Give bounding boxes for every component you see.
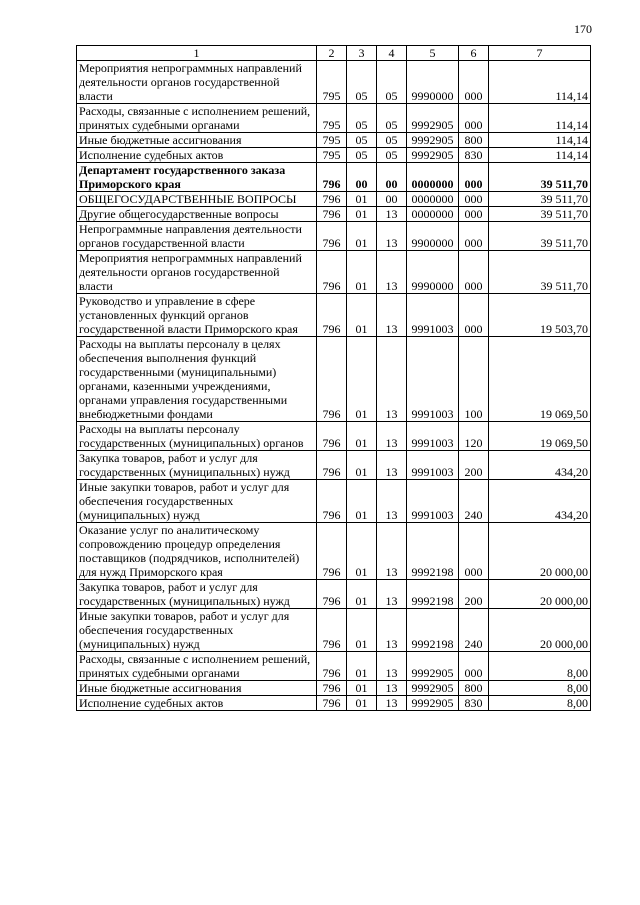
row-ministry-code-cell: 795 (317, 148, 347, 163)
row-expense-type-cell: 240 (459, 480, 489, 523)
row-subsection-code-cell: 13 (377, 337, 407, 422)
row-ministry-code-cell: 796 (317, 480, 347, 523)
budget-table (76, 45, 591, 711)
row-expense-type-cell: 000 (459, 192, 489, 207)
table-row (77, 251, 591, 294)
row-ministry-code-cell: 796 (317, 163, 347, 192)
row-name-cell: Исполнение судебных актов (77, 696, 317, 711)
row-target-article-cell: 9992905 (407, 148, 459, 163)
row-ministry-code-cell: 796 (317, 222, 347, 251)
row-target-article-cell: 0000000 (407, 163, 459, 192)
row-ministry-code-cell: 796 (317, 696, 347, 711)
row-subsection-code-cell: 05 (377, 61, 407, 104)
row-name-cell: Иные закупки товаров, работ и услуг для обеспечения государственных (муниципальных) нужд (77, 609, 317, 652)
row-expense-type-cell: 000 (459, 294, 489, 337)
row-target-article-cell: 9991003 (407, 422, 459, 451)
row-expense-type-cell: 120 (459, 422, 489, 451)
row-expense-type-cell: 830 (459, 148, 489, 163)
column-header: 1 (77, 46, 317, 61)
row-name-cell: Иные бюджетные ассигнования (77, 133, 317, 148)
table-row (77, 337, 591, 422)
row-subsection-code-cell: 05 (377, 133, 407, 148)
row-ministry-code-cell: 796 (317, 337, 347, 422)
row-subsection-code-cell: 13 (377, 451, 407, 480)
table-row (77, 480, 591, 523)
column-header: 6 (459, 46, 489, 61)
row-ministry-code-cell: 796 (317, 422, 347, 451)
row-target-article-cell: 9990000 (407, 251, 459, 294)
row-section-code-cell: 01 (347, 422, 377, 451)
table-row (77, 222, 591, 251)
row-name-cell: Департамент государственного заказа Приморского края (77, 163, 317, 192)
row-name-cell: Закупка товаров, работ и услуг для государственных (муниципальных) нужд (77, 451, 317, 480)
row-amount-cell: 114,14 (489, 61, 591, 104)
row-expense-type-cell: 000 (459, 61, 489, 104)
row-section-code-cell: 01 (347, 696, 377, 711)
row-name-cell: Расходы на выплаты персоналу государственных (муниципальных) органов (77, 422, 317, 451)
table-row (77, 163, 591, 192)
row-section-code-cell: 00 (347, 163, 377, 192)
table-row (77, 207, 591, 222)
row-subsection-code-cell: 13 (377, 580, 407, 609)
row-ministry-code-cell: 796 (317, 580, 347, 609)
row-section-code-cell: 01 (347, 337, 377, 422)
row-section-code-cell: 01 (347, 251, 377, 294)
table-row (77, 580, 591, 609)
row-ministry-code-cell: 796 (317, 451, 347, 480)
row-name-cell: Непрограммные направления деятельности органов государственной власти (77, 222, 317, 251)
table-row (77, 422, 591, 451)
row-ministry-code-cell: 795 (317, 104, 347, 133)
row-section-code-cell: 01 (347, 652, 377, 681)
row-target-article-cell: 9990000 (407, 61, 459, 104)
row-expense-type-cell: 000 (459, 652, 489, 681)
row-expense-type-cell: 100 (459, 337, 489, 422)
row-ministry-code-cell: 796 (317, 609, 347, 652)
row-amount-cell: 20 000,00 (489, 609, 591, 652)
row-name-cell: ОБЩЕГОСУДАРСТВЕННЫЕ ВОПРОСЫ (77, 192, 317, 207)
row-expense-type-cell: 200 (459, 580, 489, 609)
row-amount-cell: 20 000,00 (489, 580, 591, 609)
row-subsection-code-cell: 13 (377, 480, 407, 523)
row-subsection-code-cell: 00 (377, 192, 407, 207)
row-amount-cell: 8,00 (489, 681, 591, 696)
table-row (77, 681, 591, 696)
row-ministry-code-cell: 796 (317, 294, 347, 337)
row-subsection-code-cell: 13 (377, 681, 407, 696)
row-target-article-cell: 9991003 (407, 337, 459, 422)
row-amount-cell: 39 511,70 (489, 163, 591, 192)
table-row (77, 104, 591, 133)
row-ministry-code-cell: 796 (317, 192, 347, 207)
row-target-article-cell: 9900000 (407, 222, 459, 251)
row-subsection-code-cell: 13 (377, 294, 407, 337)
row-name-cell: Исполнение судебных актов (77, 148, 317, 163)
row-expense-type-cell: 800 (459, 133, 489, 148)
row-section-code-cell: 01 (347, 609, 377, 652)
row-section-code-cell: 01 (347, 222, 377, 251)
row-target-article-cell: 9992198 (407, 523, 459, 580)
row-expense-type-cell: 000 (459, 163, 489, 192)
column-header: 3 (347, 46, 377, 61)
row-amount-cell: 8,00 (489, 696, 591, 711)
row-name-cell: Расходы на выплаты персоналу в целях обеспечения выполнения функций государственными (муниципальными) органами, казенными учреждениями, органами управления государственными внебюджетными фондами (77, 337, 317, 422)
row-section-code-cell: 01 (347, 580, 377, 609)
row-target-article-cell: 9991003 (407, 294, 459, 337)
row-target-article-cell: 9992905 (407, 652, 459, 681)
row-ministry-code-cell: 796 (317, 207, 347, 222)
row-target-article-cell: 9992905 (407, 133, 459, 148)
row-name-cell: Руководство и управление в сфере установленных функций органов государственной власти Приморского края (77, 294, 317, 337)
row-target-article-cell: 9992905 (407, 696, 459, 711)
row-ministry-code-cell: 796 (317, 681, 347, 696)
row-section-code-cell: 01 (347, 681, 377, 696)
row-subsection-code-cell: 05 (377, 148, 407, 163)
row-expense-type-cell: 200 (459, 451, 489, 480)
row-name-cell: Расходы, связанные с исполнением решений, принятых судебными органами (77, 652, 317, 681)
row-name-cell: Мероприятия непрограммных направлений деятельности органов государственной власти (77, 61, 317, 104)
row-subsection-code-cell: 13 (377, 207, 407, 222)
row-amount-cell: 434,20 (489, 480, 591, 523)
row-amount-cell: 39 511,70 (489, 207, 591, 222)
row-section-code-cell: 05 (347, 133, 377, 148)
row-subsection-code-cell: 13 (377, 251, 407, 294)
row-amount-cell: 39 511,70 (489, 192, 591, 207)
row-ministry-code-cell: 795 (317, 133, 347, 148)
row-expense-type-cell: 000 (459, 523, 489, 580)
row-ministry-code-cell: 796 (317, 251, 347, 294)
row-expense-type-cell: 000 (459, 251, 489, 294)
row-expense-type-cell: 800 (459, 681, 489, 696)
row-section-code-cell: 05 (347, 104, 377, 133)
row-target-article-cell: 9992198 (407, 609, 459, 652)
row-expense-type-cell: 830 (459, 696, 489, 711)
table-row (77, 696, 591, 711)
row-expense-type-cell: 000 (459, 222, 489, 251)
row-amount-cell: 114,14 (489, 104, 591, 133)
row-amount-cell: 19 503,70 (489, 294, 591, 337)
row-amount-cell: 39 511,70 (489, 251, 591, 294)
row-target-article-cell: 9991003 (407, 480, 459, 523)
row-subsection-code-cell: 13 (377, 222, 407, 251)
row-target-article-cell: 0000000 (407, 192, 459, 207)
table-row (77, 523, 591, 580)
row-section-code-cell: 01 (347, 523, 377, 580)
row-ministry-code-cell: 796 (317, 523, 347, 580)
row-amount-cell: 114,14 (489, 148, 591, 163)
row-amount-cell: 20 000,00 (489, 523, 591, 580)
column-header: 2 (317, 46, 347, 61)
row-name-cell: Другие общегосударственные вопросы (77, 207, 317, 222)
row-subsection-code-cell: 13 (377, 696, 407, 711)
row-name-cell: Закупка товаров, работ и услуг для государственных (муниципальных) нужд (77, 580, 317, 609)
row-amount-cell: 114,14 (489, 133, 591, 148)
table-row (77, 61, 591, 104)
row-section-code-cell: 01 (347, 192, 377, 207)
row-name-cell: Иные закупки товаров, работ и услуг для обеспечения государственных (муниципальных) нужд (77, 480, 317, 523)
row-section-code-cell: 01 (347, 207, 377, 222)
row-subsection-code-cell: 00 (377, 163, 407, 192)
table-row (77, 451, 591, 480)
row-amount-cell: 19 069,50 (489, 422, 591, 451)
row-section-code-cell: 01 (347, 480, 377, 523)
row-expense-type-cell: 000 (459, 104, 489, 133)
column-header: 7 (489, 46, 591, 61)
row-amount-cell: 8,00 (489, 652, 591, 681)
row-subsection-code-cell: 13 (377, 523, 407, 580)
column-header: 4 (377, 46, 407, 61)
table-row (77, 652, 591, 681)
row-subsection-code-cell: 13 (377, 609, 407, 652)
row-expense-type-cell: 000 (459, 207, 489, 222)
row-subsection-code-cell: 05 (377, 104, 407, 133)
row-section-code-cell: 01 (347, 294, 377, 337)
row-target-article-cell: 0000000 (407, 207, 459, 222)
row-section-code-cell: 01 (347, 451, 377, 480)
row-target-article-cell: 9992905 (407, 104, 459, 133)
table-row (77, 294, 591, 337)
row-target-article-cell: 9992198 (407, 580, 459, 609)
table-row (77, 192, 591, 207)
table-header-row (77, 46, 591, 61)
row-expense-type-cell: 240 (459, 609, 489, 652)
column-header: 5 (407, 46, 459, 61)
row-subsection-code-cell: 13 (377, 422, 407, 451)
row-subsection-code-cell: 13 (377, 652, 407, 681)
row-amount-cell: 434,20 (489, 451, 591, 480)
row-section-code-cell: 05 (347, 148, 377, 163)
row-ministry-code-cell: 795 (317, 61, 347, 104)
row-amount-cell: 39 511,70 (489, 222, 591, 251)
row-name-cell: Иные бюджетные ассигнования (77, 681, 317, 696)
row-ministry-code-cell: 796 (317, 652, 347, 681)
table-row (77, 133, 591, 148)
row-amount-cell: 19 069,50 (489, 337, 591, 422)
row-target-article-cell: 9991003 (407, 451, 459, 480)
row-name-cell: Оказание услуг по аналитическому сопровождению процедур определения поставщиков (подрядчиков, исполнителей) для нужд Приморского края (77, 523, 317, 580)
row-target-article-cell: 9992905 (407, 681, 459, 696)
table-row (77, 148, 591, 163)
row-name-cell: Мероприятия непрограммных направлений деятельности органов государственной власти (77, 251, 317, 294)
table-row (77, 609, 591, 652)
row-section-code-cell: 05 (347, 61, 377, 104)
page-number: 170 (574, 22, 592, 36)
row-name-cell: Расходы, связанные с исполнением решений, принятых судебными органами (77, 104, 317, 133)
